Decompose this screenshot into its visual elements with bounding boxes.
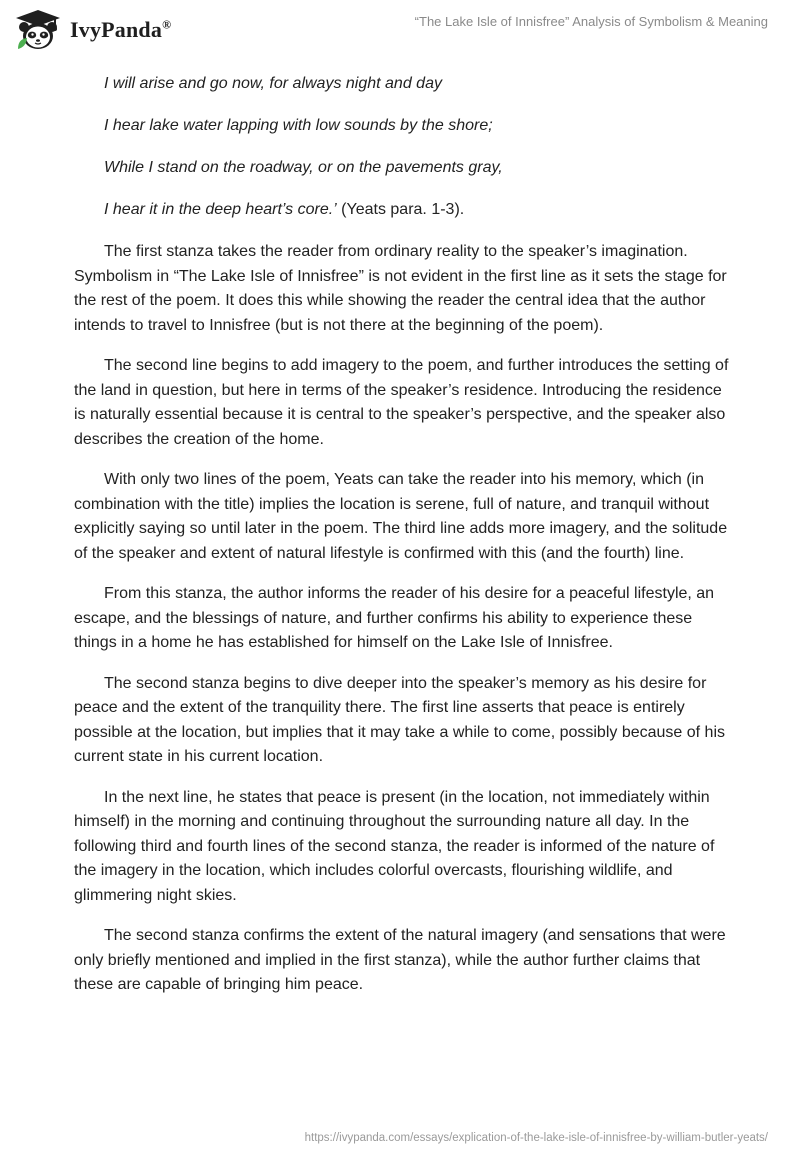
paragraph: With only two lines of the poem, Yeats can take the reader into his memory, which (in combination with the title) implies the location is serene, full of nature, and tranquil without explicitly saying so until later in the poem. The third line adds more imagery, and the solitude of the speaker and extent of natural lifestyle is confirmed with this (and the fourth) line. [74,471,728,562]
paragraph: The first stanza takes the reader from ordinary reality to the speaker’s imagination. Symbolism in “The Lake Isle of Innisfree” is not evident in the first line as it sets the stage for the rest of the poem. It does this while showing the reader the central idea that the author intends to travel to Innisfree (but is not there at the beginning of the poem). [74,243,727,334]
poem-line-with-citation: I hear it in the deep heart’s core.’ (Yeats para. 1-3). [104,201,465,218]
document-title: “The Lake Isle of Innisfree” Analysis of Symbolism & Meaning [414,14,768,29]
source-url[interactable]: https://ivypanda.com/essays/explication-of-the-lake-isle-of-innisfree-by-william-butler-yeats/ [304,1132,768,1144]
page-header [0,0,800,60]
poem-line: While I stand on the roadway, or on the pavements gray, [104,159,503,176]
panda-graduation-cap-icon [14,9,62,51]
poem-line: I will arise and go now, for always night and day [104,75,442,92]
paragraph: The second stanza begins to dive deeper into the speaker’s memory as his desire for peace and the extent of the tranquility there. The first line asserts that peace is entirely possible at the location, but implies that it may take a while to come, possibly because of his current state in his current location. [74,674,726,765]
brand-name: IvyPanda® [70,17,172,42]
citation: (Yeats para. 1-3). [336,201,465,218]
paragraph: The second stanza confirms the extent of the natural imagery (and sensations that were only briefly mentioned and implied in the first stanza), while the author further claims that these are capable of bringing him peace. [74,927,726,993]
paragraph: The second line begins to add imagery to the poem, and further introduces the setting of the land in question, but here in terms of the speaker’s residence. Introducing the residence is naturally essential because it is central to the speaker’s perspective, and the speaker also describes the creation of the home. [74,357,729,448]
paragraph: In the next line, he states that peace is present (in the location, not immediately within himself) in the morning and continuing throughout the surrounding nature all day. In the following third and fourth lines of the second stanza, the reader is informed of the nature of the imagery in the location, which includes colorful overcasts, flourishing wildlife, and glimmering night skies. [74,788,715,904]
poem-line: I hear lake water lapping with low sounds by the shore; [104,117,493,134]
logo[interactable] [14,9,171,51]
paragraph: From this stanza, the author informs the reader of his desire for a peaceful lifestyle, an escape, and the blessings of nature, and further confirms his ability to experience these things in a home he has established for himself on the Lake Isle of Innisfree. [74,585,715,651]
essay-body [74,72,734,1014]
